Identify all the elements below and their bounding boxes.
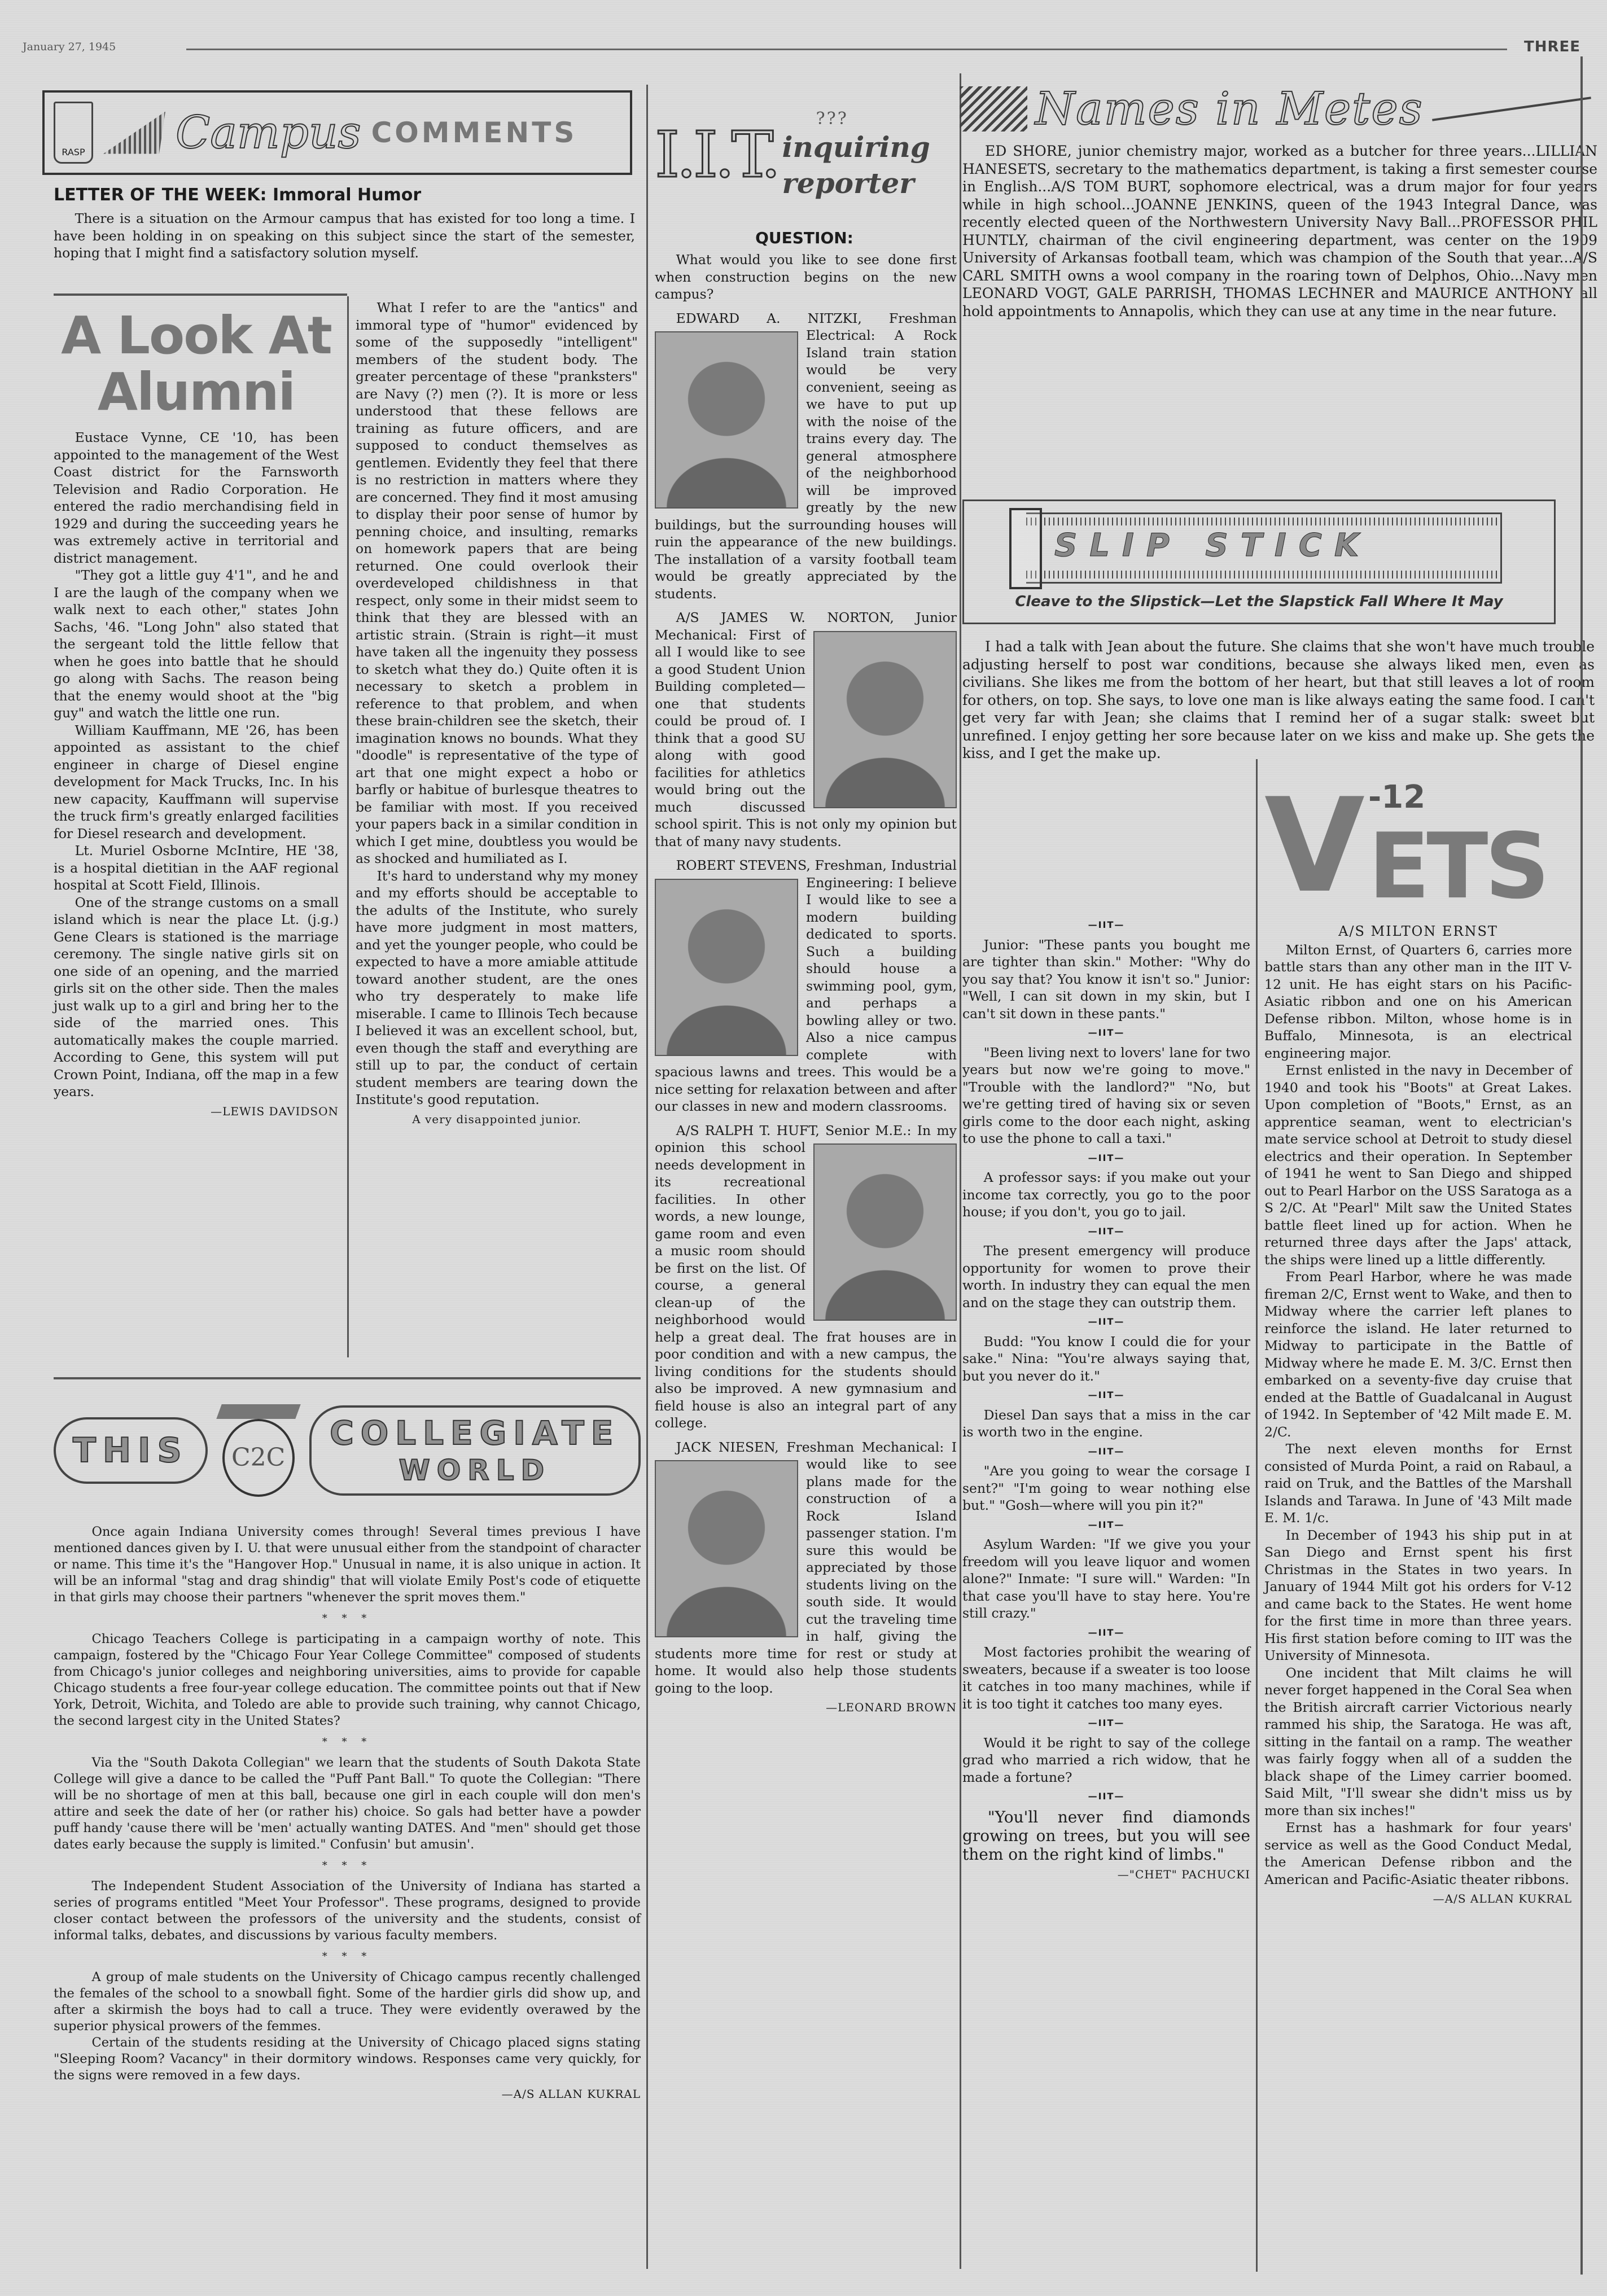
pen-flourish-icon — [1432, 97, 1591, 121]
collegiate-paragraph: Certain of the students residing at the University of Chicago placed signs stating "Sleeping Room? Vacancy" in their dormitory windows. Responses came very quickly, for the signs were removed in a few days. — [54, 2035, 641, 2083]
slip-stick-intro-text: I had a talk with Jean about the future. She claims that she won't have much trouble adjusting herself to post war conditions, because she always liked men, even as civilians. She likes me from the bottom of her heart, but that still leaves a lot of room for others, on top. She says, to love one man is like always eating the same food. I can't get very far with Jean; she claims that I remind her of a sugar stalk: sweet but unrefined. I enjoy getting her sore because later on we kiss and make up. She gets the kiss, and I get the make up. — [962, 638, 1595, 761]
vets-paragraph: Ernst enlisted in the navy in December of 1940 and took his "Boots" at Great Lakes. Upon completion of "Boots," Ernst, as an apprentice seaman, went to electrician's mate service school at Detroit to study diesel electrics and their operation. In September of 1941 he went to San Diego and shipped out to Pearl Harbor on the USS Saratoga as a S 2/C. At "Pearl" Milt saw the United States battle fleet lined up for action. When he returned three days after the Japs' attack, the ships were lined up a little differently. — [1264, 1062, 1572, 1268]
question-text: What would you like to see done first when construction begins on the new campus? — [655, 252, 957, 302]
page-edge-rule — [1580, 56, 1583, 2275]
answer-name: A/S JAMES W. NORTON, Junior Mechanical: — [655, 610, 957, 643]
mortarboard-icon — [216, 1404, 300, 1419]
answer-item — [655, 609, 957, 850]
campus-comments-script-title: Campus — [176, 106, 361, 159]
column-rule — [646, 85, 648, 2269]
separator-stars: * * * — [322, 1951, 373, 1962]
rasp-basket-icon — [54, 102, 93, 164]
answer-text: In my opinion this school needs development in its recreational facilities. In other words, a new lounge, game room and even a music room should be first on the list. Of course, a general clean-up of the neighborhood would help a great deal. The frat houses are in poor condition and with a new campus, the living conditions for the students should also be improved. A new gymnasium and field house is also an integral part of any college. — [655, 1122, 957, 1431]
joke: Junior: "These pants you bought me are tighter than skin." Mother: "Why do you say that? You know it isn't so." Junior: "Well, I can sit down in my skin, but I can't sit down in these pants." — [962, 936, 1250, 1022]
letter-paragraph: It's hard to understand why my money and my efforts should be acceptable to the adults of the Institute, who surely have more judgment in most matters, and yet the younger people, who could be expected to have a more amiable attitude toward another student, are the ones who try desperately to make life miserable. I came to Illinois Tech because I believed it was an excellent school, but, even though the staff and everything are still up to par, the conduct of certain student members are tearing down the Institute's good reputation. — [356, 867, 638, 1107]
collegiate-paragraph: The Independent Student Association of the University of Indiana has started a series of programs entitled "Meet Your Professor". These programs, designed to provide closer contact between the professors of the university and the students, consist of informal talks, debates, and discussions by various faculty members. — [54, 1879, 641, 1943]
collegiate-world-body — [54, 1524, 641, 2102]
alumni-paragraph: William Kauffmann, ME '26, has been appointed as assistant to the chief engineer in charge of Diesel engine development for Mack Trucks, Inc. In his new capacity, Kauffmann will supervise the truck firm's greatly enlarged facilities for Diesel research and development. — [54, 722, 339, 842]
answer-name: ROBERT STEVENS, Freshman, Industrial Engineering: — [676, 857, 957, 891]
collegiate-paragraph: Chicago Teachers College is participating in a campaign worthy of note. This campaign, fostered by the "Chicago Four Year College Committee" composed of students from Chicago's junior colleges and neighboring universities, aims to provide for capable Chicago students a free four-year college education. The committee points out that if New York, Detroit, Wichita, and Toledo are able to provide such training, why cannot Chicago, the second largest city in the United States? — [54, 1632, 641, 1728]
vets-paragraph: One incident that Milt claims he will never forget happened in the Coral Sea when the British aircraft carrier Victorious nearly rammed his ship, the Saratoga. He was aft, sitting in the fantail on a ramp. The weather was fairly foggy when all of a sudden the black shape of the Limey carrier boomed. Said Milt, "I'll swear she didn't miss us by more than six inches!" — [1264, 1664, 1572, 1819]
reporter-script: reporter — [782, 166, 914, 200]
separator-stars: * * * — [322, 1860, 373, 1872]
alumni-paragraph: Eustace Vynne, CE '10, has been appointed to the management of the West Coast district for the Farnsworth Television and Radio Corporation. He entered the radio merchandising field in 1929 and during the succeeding years he was extremely active in territorial and district management. — [54, 430, 339, 566]
alumni-column — [54, 429, 339, 1120]
joke: "Been living next to lovers' lane for two years but now we're going to move." "Trouble with the landlord?" "No, but we're getting tired of having six or seven girls come to the door each night, asking to use the phone to call a taxi." — [962, 1044, 1250, 1146]
photo-niesen — [655, 1460, 798, 1637]
iit-separator: —IIT— — [1088, 1717, 1125, 1728]
vets-paragraph: In December of 1943 his ship put in at San Diego and Ernst spent his first Christmas in the States in two years. In January of 1944 Milt got his orders for V-12 and came back to the States. He went home for the first time in more than three years. His first station before coming to IIT was the University of Minnesota. — [1264, 1527, 1572, 1663]
answer-text: I would like to see plans made for the construction of a Rock Island passenger station. I'm sure this would be appreciated by those students living on the south side. It would cut the traveling time in half, giving the students more time for rest or study at home. It would also help those students going to the loop. — [655, 1439, 957, 1696]
rasp-label: RASP — [62, 147, 85, 157]
vets-title-number: -12 — [1368, 779, 1426, 816]
iit-separator: —IIT— — [1088, 1791, 1125, 1802]
section-divider — [54, 1377, 641, 1379]
letter-paragraph: What I refer to are the "antics" and immoral type of "humor" evidenced by some of the supposedly "intelligent" members of the student body. The greater percentage of these "pranksters" are Navy (?) men (?). It is more or less understood that these fellows are training as future officers, and are supposed to conduct themselves as gentlemen. Evidently they feel that there is no restriction in matters where they are concerned. They find it most amusing to display their poor sense of humor by penning choice, and insulting, remarks on homework papers that are being returned. One could overlook their overdeveloped childishness in that respect, only some in their midst seem to think that they are blessed with an artistic strain. (Strain is right—it must have taken all the ingenuity they possess to sketch what they do.) Quite often it is necessary to sketch a problem in reference to that problem, and when these brain-children see the sketch, their imagination knows no bounds. What they "doodle" is representative of the type of art that one might expect a hobo or barfly or habitue of burlesque theatres to be familiar with most. If you received your papers back in a similar condition in which I get mine, doubtless you would be as shocked and humiliated as I. — [356, 300, 638, 866]
answer-item — [655, 1439, 957, 1697]
vets-byline: —A/S ALLAN KUKRAL — [1433, 1892, 1572, 1905]
slip-stick-byline: —"CHET" PACHUCKI — [1117, 1867, 1250, 1881]
separator-stars: * * * — [322, 1613, 373, 1624]
inquiring-reporter-byline: —LEONARD BROWN — [826, 1701, 957, 1714]
answer-item — [655, 310, 957, 603]
alumni-paragraph: One of the strange customs on a small island which is near the place Lt. (j.g.) Gene Clears is stationed is the marriage ceremony. The single native girls sit on one side of an opening, and the married girls sit on the other side. Then the males just walk up to a girl and bring her to the side of the married ones. This automatically makes the couple married. According to Gene, this system will put Crown Point, Indiana, off the map in a few years. — [54, 894, 339, 1099]
collegiate-paragraph: Via the "South Dakota Collegian" we learn that the students of South Dakota State College will give a dance to be called the "Puff Pant Ball." To quote the Collegian: "There will be no shortage of men at this ball, because one girl in each couple will don men's attire and seek the date of her (or rather his) choice. So gals had better have a powder puff handy 'cause there will be 'men' actually wanting DATES. And "men" should get those dates early because the supply is limited." Confusin' but amusin'. — [54, 1755, 641, 1852]
campus-comments-masthead — [42, 90, 632, 175]
v12-vets-masthead — [1264, 765, 1575, 922]
alumni-paragraph: "They got a little guy 4'1", and he and I are the laugh of the company when we walk next to each other," states John Sachs, '46. "Long John" also stated that the sergeant told the little fellow that when he goes into battle that he should go along with Sachs. The reason being that the enemy would shoot at the "big guy" and watch the little one run. — [54, 567, 339, 721]
answer-text: A Rock Island train station would be very convenient, seeing as we have to put up with the noise of the trains every day. The general atmosphere of the neighborhood will be improved greatly by the new buildings, but the surrounding houses will ruin the appearance of the new buildings. The installation of a varsity football team would be greatly appreciated by the students. — [655, 327, 957, 602]
question-marks-icon: ??? — [816, 109, 848, 129]
vets-subject: A/S MILTON ERNST — [1338, 923, 1498, 939]
joke: Asylum Warden: "If we give you your freedom will you leave liquor and women alone?" Inmate: "I sure will." Warden: "In that case you'll have to stay here. You're still crazy." — [962, 1536, 1250, 1621]
vets-paragraph: The next eleven months for Ernst consisted of Murda Point, a raid on Rabaul, a raid on Truk, and the Battles of the Marshall Islands and Tarawa. In June of '43 Milt made E. M. 1/c. — [1264, 1441, 1572, 1526]
iit-separator: —IIT— — [1088, 1152, 1125, 1163]
collegiate-world-title-world: WORLD — [399, 1454, 551, 1487]
inquiring-script: inquiring — [782, 130, 930, 164]
slide-rule-ticks — [1026, 571, 1500, 579]
issue-date: January 27, 1945 — [23, 41, 116, 53]
names-in-metes-column — [962, 142, 1597, 320]
inquiring-reporter-script-stack — [782, 109, 930, 201]
photo-nitzki — [655, 331, 798, 509]
inquiring-reporter-masthead — [655, 85, 954, 226]
iit-separator: —IIT— — [1088, 1027, 1125, 1038]
answer-name: A/S RALPH T. HUFT, Senior M.E.: — [676, 1122, 912, 1138]
column-rule — [1256, 759, 1258, 2272]
letter-column — [356, 299, 638, 1128]
vets-title-stack — [1368, 779, 1547, 917]
slip-stick-masthead — [962, 499, 1556, 624]
grad-mascot — [219, 1404, 298, 1497]
joke: Budd: "You know I could die for your sake." Nina: "You're always saying that, but you never do it." — [962, 1333, 1250, 1384]
names-in-metes-text: ED SHORE, junior chemistry major, worked as a butcher for three years...LILLIAN HANESETS, secretary to the mathematics department, is taking a first semester course in English...A/S TOM BURT, sophomore electrical, was a drum major for four years while in high school...JOANNE JENKINS, queen of the 1943 Integral Dance, was recently elected queen of the Northwestern University Navy Ball...PROFESSOR PHIL HUNTLY, chairman of the civil engineering department, was center on the 1909 University of Arkansas football team, which was champion of the South that year...A/S CARL SMITH owns a wool company in the roaring town of Delphos, Ohio...Navy men LEONARD VOGT, GALE PARRISH, THOMAS LECHNER and MAURICE ANTHONY all hold appointments to Annapolis, which they can use at any time in the near future. — [962, 143, 1597, 319]
names-in-metes-masthead — [960, 79, 1592, 138]
slip-stick-tagline: Cleave to the Slipstick—Let the Slapstick Fall Where It May — [1015, 593, 1503, 610]
running-head-rule — [186, 49, 1507, 50]
iit-separator: —IIT— — [1088, 1225, 1125, 1237]
pennant-icon — [103, 112, 165, 154]
slide-rule-ticks — [1026, 518, 1500, 525]
question-label: QUESTION: — [755, 229, 853, 247]
joke: A professor says: if you make out your income tax correctly, you go to the poor house; if you don't, you go to jail. — [962, 1169, 1250, 1220]
letter-intro — [54, 210, 635, 262]
iit-separator: —IIT— — [1088, 1445, 1125, 1457]
iit-separator: —IIT— — [1088, 1390, 1125, 1400]
speed-stripes-icon — [960, 86, 1027, 132]
column-rule — [347, 296, 349, 1357]
answer-item — [655, 1122, 957, 1432]
alumni-paragraph: Lt. Muriel Osborne McIntire, HE '38, is a hospital dietitian in the AAF regional hospital at Scott Field, Illinois. — [54, 843, 339, 893]
joke: Diesel Dan says that a miss in the car is worth two in the engine. — [962, 1406, 1250, 1440]
collegiate-paragraph: Once again Indiana University comes through! Several times previous I have mentioned dances given by I. U. that were unusual either from the standpoint of character or name. This time it's the "Hangover Hop." Unusual in name, it is also unique in action. It will be an informal "stag and drag shindig" that will violate Emily Post's code of etiquette in that girls may choose their partners "whenever the sprit moves them." — [54, 1524, 641, 1605]
inquiring-reporter-column — [655, 251, 957, 1716]
joke: Most factories prohibit the wearing of sweaters, because if a sweater is too loose it catches in too many machines, while if it is too tight it catches too many eyes. — [962, 1644, 1250, 1712]
iit-big-title: I.I.T. — [655, 119, 778, 192]
collegiate-byline: —A/S ALLAN KUKRAL — [501, 2087, 641, 2101]
letter-intro-text: There is a situation on the Armour campus that has existed for too long a time. I have been holding in on speaking on this subject since the start of the semester, hoping that I might find a satisfactory solution myself. — [54, 211, 635, 261]
collegiate-world-title-this: THIS — [73, 1431, 189, 1470]
vets-title-v: V — [1264, 771, 1365, 922]
answer-text: First of all I would like to see a good Student Union Building completed—one that students could be proud of. I think that a good SU along with good facilities for athletics would bring out the much discussed school spirit. This is not only my opinion but that of many navy students. — [655, 626, 957, 849]
letter-signoff: A very disappointed junior. — [412, 1112, 581, 1126]
alumni-byline: —LEWIS DAVIDSON — [211, 1104, 339, 1118]
page-number: THREE — [1523, 38, 1580, 55]
iit-separator: —IIT— — [1088, 919, 1125, 930]
letter-of-week-heading: LETTER OF THE WEEK: Immoral Humor — [54, 185, 422, 205]
iit-separator: —IIT— — [1088, 1627, 1125, 1638]
answer-name: EDWARD A. NITZKI, Freshman Electrical: — [676, 310, 957, 343]
slip-stick-title: SLIP STICK — [1054, 527, 1372, 564]
answer-item — [655, 857, 957, 1115]
vets-paragraph: Milton Ernst, of Quarters 6, carries more battle stars than any other man in the IIT V-12 unit. He has eight stars on his Pacific-Asiatic ribbon and one on his American Defense ribbon. Milton, whose home is in Buffalo, Minnesota, is an electrical engineering major. — [1264, 941, 1572, 1061]
separator-stars: * * * — [322, 1736, 373, 1748]
alumni-headline: A Look At Alumni — [61, 305, 331, 422]
slip-stick-column — [962, 914, 1250, 1883]
answer-name: JACK NIESEN, Freshman Mechanical: — [676, 1439, 944, 1455]
vets-paragraph: From Pearl Harbor, where he was made fireman 2/C, Ernst went to Wake, and then to Midway where the carrier left planes to reinforce the island. He later returned to Midway to participate in the Battle of Midway where he made E. M. 3/C. Ernst then embarked on a seventy-five day cruise that ended at the Battle of Guadalcanal in August of 1942. In September of '42 Milt made E. M. 2/C. — [1264, 1269, 1572, 1440]
cloud-shape — [309, 1405, 641, 1496]
joke: The present emergency will produce opportunity for women to prove their worth. In industry they can equal the men and on the stage they can outstrip them. — [962, 1243, 1250, 1311]
vets-paragraph: Ernst has a hashmark for four years' service as well as the Good Conduct Medal, the American Defense ribbon and the American and Pacific-Asiatic theater ribbons. — [1264, 1820, 1572, 1887]
photo-norton — [813, 631, 957, 808]
slide-rule-cursor-icon — [1009, 508, 1042, 589]
joke: "Are you going to wear the corsage I sent?" "I'm going to wear nothing else but." "Gosh—where will you pin it?" — [962, 1463, 1250, 1513]
collegiate-world-masthead — [54, 1394, 641, 1507]
section-divider — [54, 293, 347, 296]
joke: "You'll never find diamonds growing on trees, but you will see them on the right kind of limbs." — [962, 1807, 1250, 1864]
vets-title-ets: ETS — [1368, 813, 1547, 919]
photo-huft — [813, 1143, 957, 1321]
collegiate-world-title-collegiate: COLLEGIATE — [330, 1414, 620, 1452]
running-head — [23, 38, 1592, 58]
collegiate-paragraph: A group of male students on the University of Chicago campus recently challenged the females of the school to a snowball fight. Some of the hardier girls did show up, and after a skirmish the boys had to call a truce. They were evidently overawed by the superior physical prowers of the femmes. — [54, 1970, 641, 2034]
vets-column — [1264, 923, 1572, 1908]
column-rule — [960, 73, 961, 2269]
joke: Would it be right to say of the college grad who married a rich widow, that he made a fortune? — [962, 1734, 1250, 1785]
campus-comments-block-title: COMMENTS — [371, 116, 577, 149]
iit-separator: —IIT— — [1088, 1316, 1125, 1327]
slip-stick-intro — [962, 638, 1595, 763]
photo-stevens — [655, 879, 798, 1056]
cloud-shape — [54, 1417, 208, 1484]
names-in-metes-title: Names in Metes — [1035, 82, 1424, 135]
answer-text: I believe I would like to see a modern building dedicated to sports. Such a building should house a swimming pool, gym, and perhaps a bowling alley or two. Also a nice campus complete with spacious lawns and trees. This would be a nice setting for relaxation between and after our classes in new and modern classrooms. — [655, 874, 957, 1114]
grad-face-icon: C2C — [222, 1419, 295, 1497]
iit-separator: —IIT— — [1088, 1519, 1125, 1530]
